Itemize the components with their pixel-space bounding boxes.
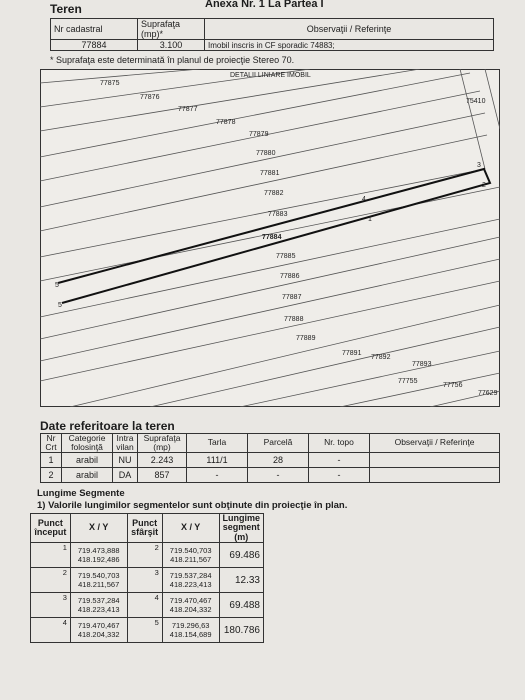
cell-length: 12.33 xyxy=(219,568,264,593)
anexa-title: Anexa Nr. 1 La Partea I xyxy=(205,0,324,10)
header-observatii: Observaţii / Referinţe xyxy=(370,434,500,453)
point-label: 2 xyxy=(482,182,486,189)
cell-tarla: 111/1 xyxy=(187,452,248,467)
coord-y: 418.211,567 xyxy=(170,555,212,565)
cell-start-xy xyxy=(70,543,127,568)
segments-table xyxy=(30,513,264,643)
cell-start-point: 1 xyxy=(31,543,71,568)
parcel-label: 77882 xyxy=(264,190,284,197)
parcel-label: 77883 xyxy=(268,211,288,218)
cell-parcela: - xyxy=(248,467,309,482)
cell-intravilan: NU xyxy=(113,452,138,467)
segment-row xyxy=(31,593,264,618)
header-suprafata: Suprafaţa (mp) xyxy=(138,434,187,453)
parcel-label: 77755 xyxy=(398,378,418,385)
header-xy-end: X / Y xyxy=(162,514,219,543)
coord-y: 418.223,413 xyxy=(77,605,120,615)
parcel-label: 77880 xyxy=(256,150,276,157)
header-suprafata: Suprafaţa (mp)* xyxy=(138,19,205,40)
cell-suprafata: 2.243 xyxy=(138,452,187,467)
cell-start-xy xyxy=(70,593,127,618)
cell-tarla: - xyxy=(187,467,248,482)
segment-row xyxy=(31,618,264,643)
parcel-label: 77885 xyxy=(276,253,296,260)
coord-y: 418.192,486 xyxy=(77,555,120,565)
cell-nr: 1 xyxy=(41,452,62,467)
plan-title: DETALII LINIARE IMOBIL xyxy=(230,72,311,79)
coord-x: 719.537,284 xyxy=(77,596,120,606)
nr-cadastral-value: 77884 xyxy=(51,40,138,51)
cell-start-point: 3 xyxy=(31,593,71,618)
point-label: 3 xyxy=(477,162,481,169)
parcel-label: 77891 xyxy=(342,350,362,357)
parcel-label: 77878 xyxy=(216,119,236,126)
table-row xyxy=(41,452,500,467)
point-label: 5 xyxy=(58,302,62,309)
point-label: 4 xyxy=(362,196,366,203)
cell-end-point: 2 xyxy=(127,543,162,568)
cell-start-point: 2 xyxy=(31,568,71,593)
point-label: 5 xyxy=(55,282,59,289)
cell-length: 69.488 xyxy=(219,593,264,618)
coord-y: 418.223,413 xyxy=(169,580,212,590)
cell-categorie: arabil xyxy=(62,467,113,482)
cell-end-point: 3 xyxy=(127,568,162,593)
parcel-label: 77756 xyxy=(443,382,463,389)
parcel-label: 77887 xyxy=(282,294,302,301)
header-nr-crt: Nr Crt xyxy=(41,434,62,453)
cell-length: 180.786 xyxy=(219,618,264,643)
cell-nr-topo: - xyxy=(309,452,370,467)
coord-y: 418.154,689 xyxy=(169,630,212,640)
date-teren-title: Date referitoare la teren xyxy=(40,419,175,433)
parcel-label: 77881 xyxy=(260,170,280,177)
point-label: 1 xyxy=(368,216,372,223)
parcel-label: 77877 xyxy=(178,106,198,113)
plan-drawing xyxy=(40,69,500,407)
coord-x: 719.537,284 xyxy=(169,571,212,581)
coord-y: 418.204,332 xyxy=(77,630,120,640)
cell-end-xy xyxy=(162,568,219,593)
cell-start-xy xyxy=(70,568,127,593)
date-teren-table xyxy=(40,433,500,483)
cell-parcela: 28 xyxy=(248,452,309,467)
cell-nr: 2 xyxy=(41,467,62,482)
segment-row xyxy=(31,568,264,593)
cell-intravilan: DA xyxy=(113,467,138,482)
parcel-label: 77629 xyxy=(478,390,498,397)
page-title: Teren xyxy=(50,2,82,16)
cell-end-xy xyxy=(162,593,219,618)
parcel-label: 77892 xyxy=(371,354,391,361)
segment-row xyxy=(31,543,264,568)
cell-end-xy xyxy=(162,618,219,643)
coord-x: 719.470,467 xyxy=(169,596,212,606)
header-categorie: Categorie folosinţă xyxy=(62,434,113,453)
suprafata-value: 3.100 xyxy=(138,40,205,51)
parcel-label: 75410 xyxy=(466,98,486,105)
header-intravilan: Intra vilan xyxy=(113,434,138,453)
header-tarla: Tarla xyxy=(187,434,248,453)
header-observatii: Observaţii / Referinţe xyxy=(205,19,494,40)
coord-x: 719.470,467 xyxy=(77,621,120,631)
parcel-label: 77893 xyxy=(412,361,432,368)
cell-observatii xyxy=(370,467,500,482)
header-nr-topo: Nr. topo xyxy=(309,434,370,453)
cell-categorie: arabil xyxy=(62,452,113,467)
header-nr-cadastral: Nr cadastral xyxy=(51,19,138,40)
parcel-label: 77875 xyxy=(100,80,120,87)
cell-start-point: 4 xyxy=(31,618,71,643)
coord-x: 719.540,703 xyxy=(77,571,120,581)
coord-x: 719.473,888 xyxy=(77,546,120,556)
segments-heading xyxy=(37,488,347,512)
coord-x: 719.296,63 xyxy=(171,621,210,631)
cell-start-xy xyxy=(70,618,127,643)
coord-x: 719.540,703 xyxy=(169,546,212,556)
header-punct-sfarsit: Punct sfârşit xyxy=(127,514,162,543)
cell-end-xy xyxy=(162,543,219,568)
segments-title: Lungime Segmente xyxy=(37,488,125,499)
coord-y: 418.204,332 xyxy=(169,605,212,615)
cell-nr-topo: - xyxy=(309,467,370,482)
cell-end-point: 5 xyxy=(127,618,162,643)
cell-end-point: 4 xyxy=(127,593,162,618)
coord-y: 418.211,567 xyxy=(78,580,120,590)
segments-subtitle: 1) Valorile lungimilor segmentelor sunt obţinute din proiecţie în plan. xyxy=(37,499,348,511)
parcel-label: 77879 xyxy=(249,131,269,138)
cadastral-table xyxy=(50,18,494,51)
parcel-label: 77889 xyxy=(296,335,316,342)
cadastral-plan xyxy=(40,69,500,407)
cell-length: 69.486 xyxy=(219,543,264,568)
parcel-label: 77876 xyxy=(140,94,160,101)
cell-observatii xyxy=(370,452,500,467)
parcel-label: 77886 xyxy=(280,273,300,280)
header-xy-start: X / Y xyxy=(70,514,127,543)
header-punct-inceput: Punct început xyxy=(31,514,71,543)
header-parcela: Parcelă xyxy=(248,434,309,453)
parcel-label: 77888 xyxy=(284,316,304,323)
parcel-label: 77884 xyxy=(262,234,282,241)
cell-suprafata: 857 xyxy=(138,467,187,482)
table-row xyxy=(41,467,500,482)
observatii-value: Imobil inscris in CF sporadic 74883; xyxy=(205,40,494,51)
projection-note: * Suprafaţa este determinată în planul de proiecţie Stereo 70. xyxy=(50,55,295,65)
header-lungime: Lungime segment (m) xyxy=(219,514,264,543)
